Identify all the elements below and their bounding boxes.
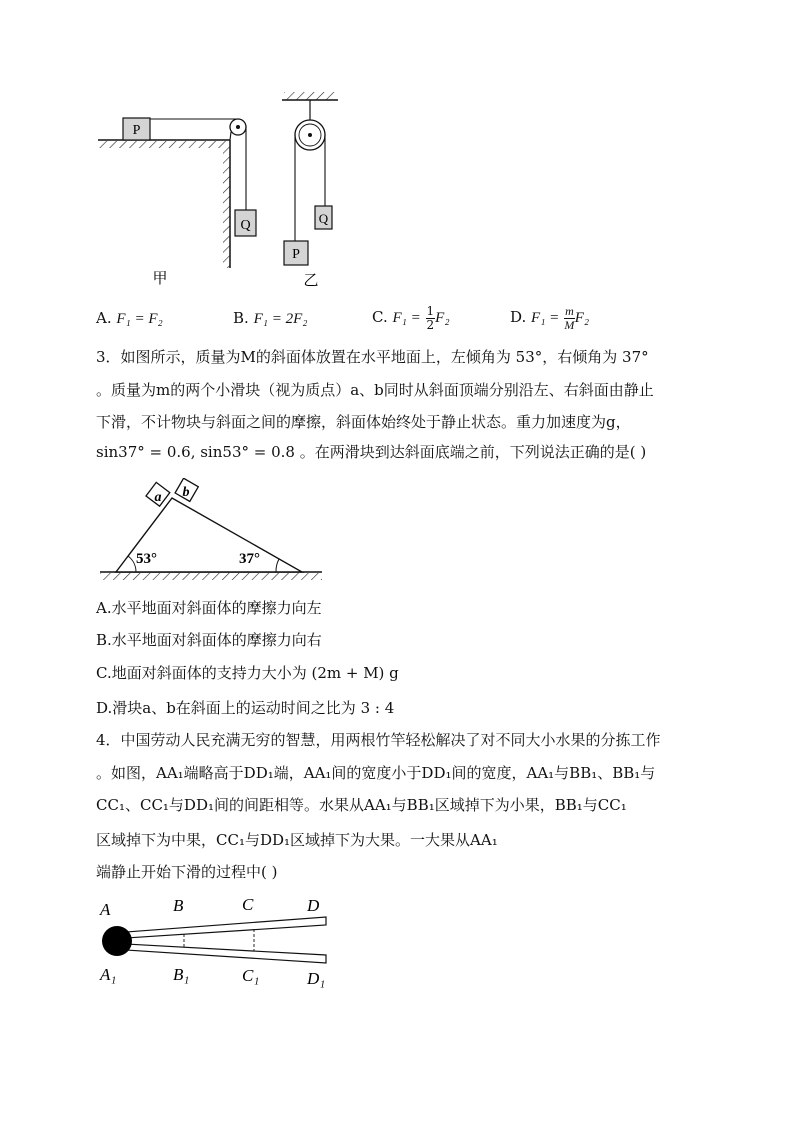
q3-option-a: A.水平地面对斜面体的摩擦力向左: [96, 599, 322, 617]
caption-yi: 乙: [303, 271, 319, 289]
q2-option-d: D. F₁ = $\frac{m}{M}$ F₂: [510, 303, 590, 332]
q3-line-4: sin37° = 0.6, sin53° = 0.8 。在两滑块到达斜面底端之前，下列说法正确的是( ): [96, 443, 647, 461]
label-a1: A₁: [100, 965, 117, 984]
table-hatching: [98, 141, 228, 148]
caption-jia: 甲: [152, 269, 168, 287]
ceiling-hatching: [284, 92, 336, 100]
block-p-yi-label: P: [292, 247, 300, 262]
block-p-jia-label: P: [132, 123, 141, 138]
block-q-jia-label: Q: [240, 218, 251, 233]
bamboo-sorter-figure: [96, 892, 336, 992]
pulley-jia-bracket: [230, 132, 231, 140]
label-d: D: [307, 896, 320, 915]
label-c1: C₁: [242, 966, 260, 985]
block-b-label: b: [182, 485, 190, 500]
fraction-one-half: $\frac{1}{2}$: [426, 303, 435, 332]
label-c: C: [242, 895, 254, 914]
q4-line-4: 区域掉下为中果，CC₁与DD₁区域掉下为大果。一大果从AA₁: [96, 831, 498, 849]
wedge-figure: [96, 478, 326, 586]
label-a: A: [100, 900, 111, 919]
q3-line-2: 。质量为m的两个小滑块（视为质点）a、b同时从斜面顶端分别沿左、右斜面由静止: [96, 381, 654, 399]
pulley-jia-axle: [236, 125, 240, 129]
q4-line-3: CC₁、CC₁与DD₁间的间距相等。水果从AA₁与BB₁区域掉下为小果，BB₁与CC₁: [96, 796, 627, 814]
q4-line-5: 端静止开始下滑的过程中( ): [96, 863, 278, 881]
pulley-figure: [90, 88, 360, 293]
q3-line-1: 3．如图所示，质量为M的斜面体放置在水平地面上，左倾角为 53°，右倾角为 37°: [96, 348, 649, 366]
fruit-ball: [102, 926, 132, 956]
label-d1: D₁: [307, 969, 326, 988]
q2-option-a: A. F₁ = F₂: [96, 309, 163, 327]
q2-option-b: B. F₁ = 2F₂: [233, 309, 308, 327]
ground-hatching: [100, 573, 322, 580]
lower-pole: [126, 944, 326, 963]
angle-right-label: 37°: [239, 551, 260, 567]
label-b: B: [173, 896, 184, 915]
q4-line-2: 。如图，AA₁端略高于DD₁端，AA₁间的宽度小于DD₁间的宽度，AA₁与BB₁、BB₁与: [96, 764, 656, 782]
q3-line-3: 下滑，不计物块与斜面之间的摩擦，斜面体始终处于静止状态。重力加速度为g，: [96, 413, 631, 431]
angle-left-label: 53°: [136, 551, 157, 567]
q2-option-c: C. F₁ = $\frac{1}{2}$ F₂: [372, 303, 450, 332]
q3-option-d: D.滑块a、b在斜面上的运动时间之比为 3 : 4: [96, 699, 395, 717]
block-q-yi-label: Q: [318, 211, 329, 226]
block-a-label: a: [154, 490, 162, 505]
wall-hatching: [223, 144, 230, 268]
upper-pole: [126, 917, 326, 938]
q3-option-b: B.水平地面对斜面体的摩擦力向右: [96, 631, 322, 649]
q3-option-c: C.地面对斜面体的支持力大小为 (2m + M) g: [96, 664, 399, 682]
q4-line-1: 4．中国劳动人民充满无穷的智慧，用两根竹竿轻松解决了对不同大小水果的分拣工作: [96, 731, 661, 749]
label-b1: B₁: [173, 965, 190, 984]
fraction-m-over-M: $\frac{m}{M}$: [564, 303, 575, 332]
